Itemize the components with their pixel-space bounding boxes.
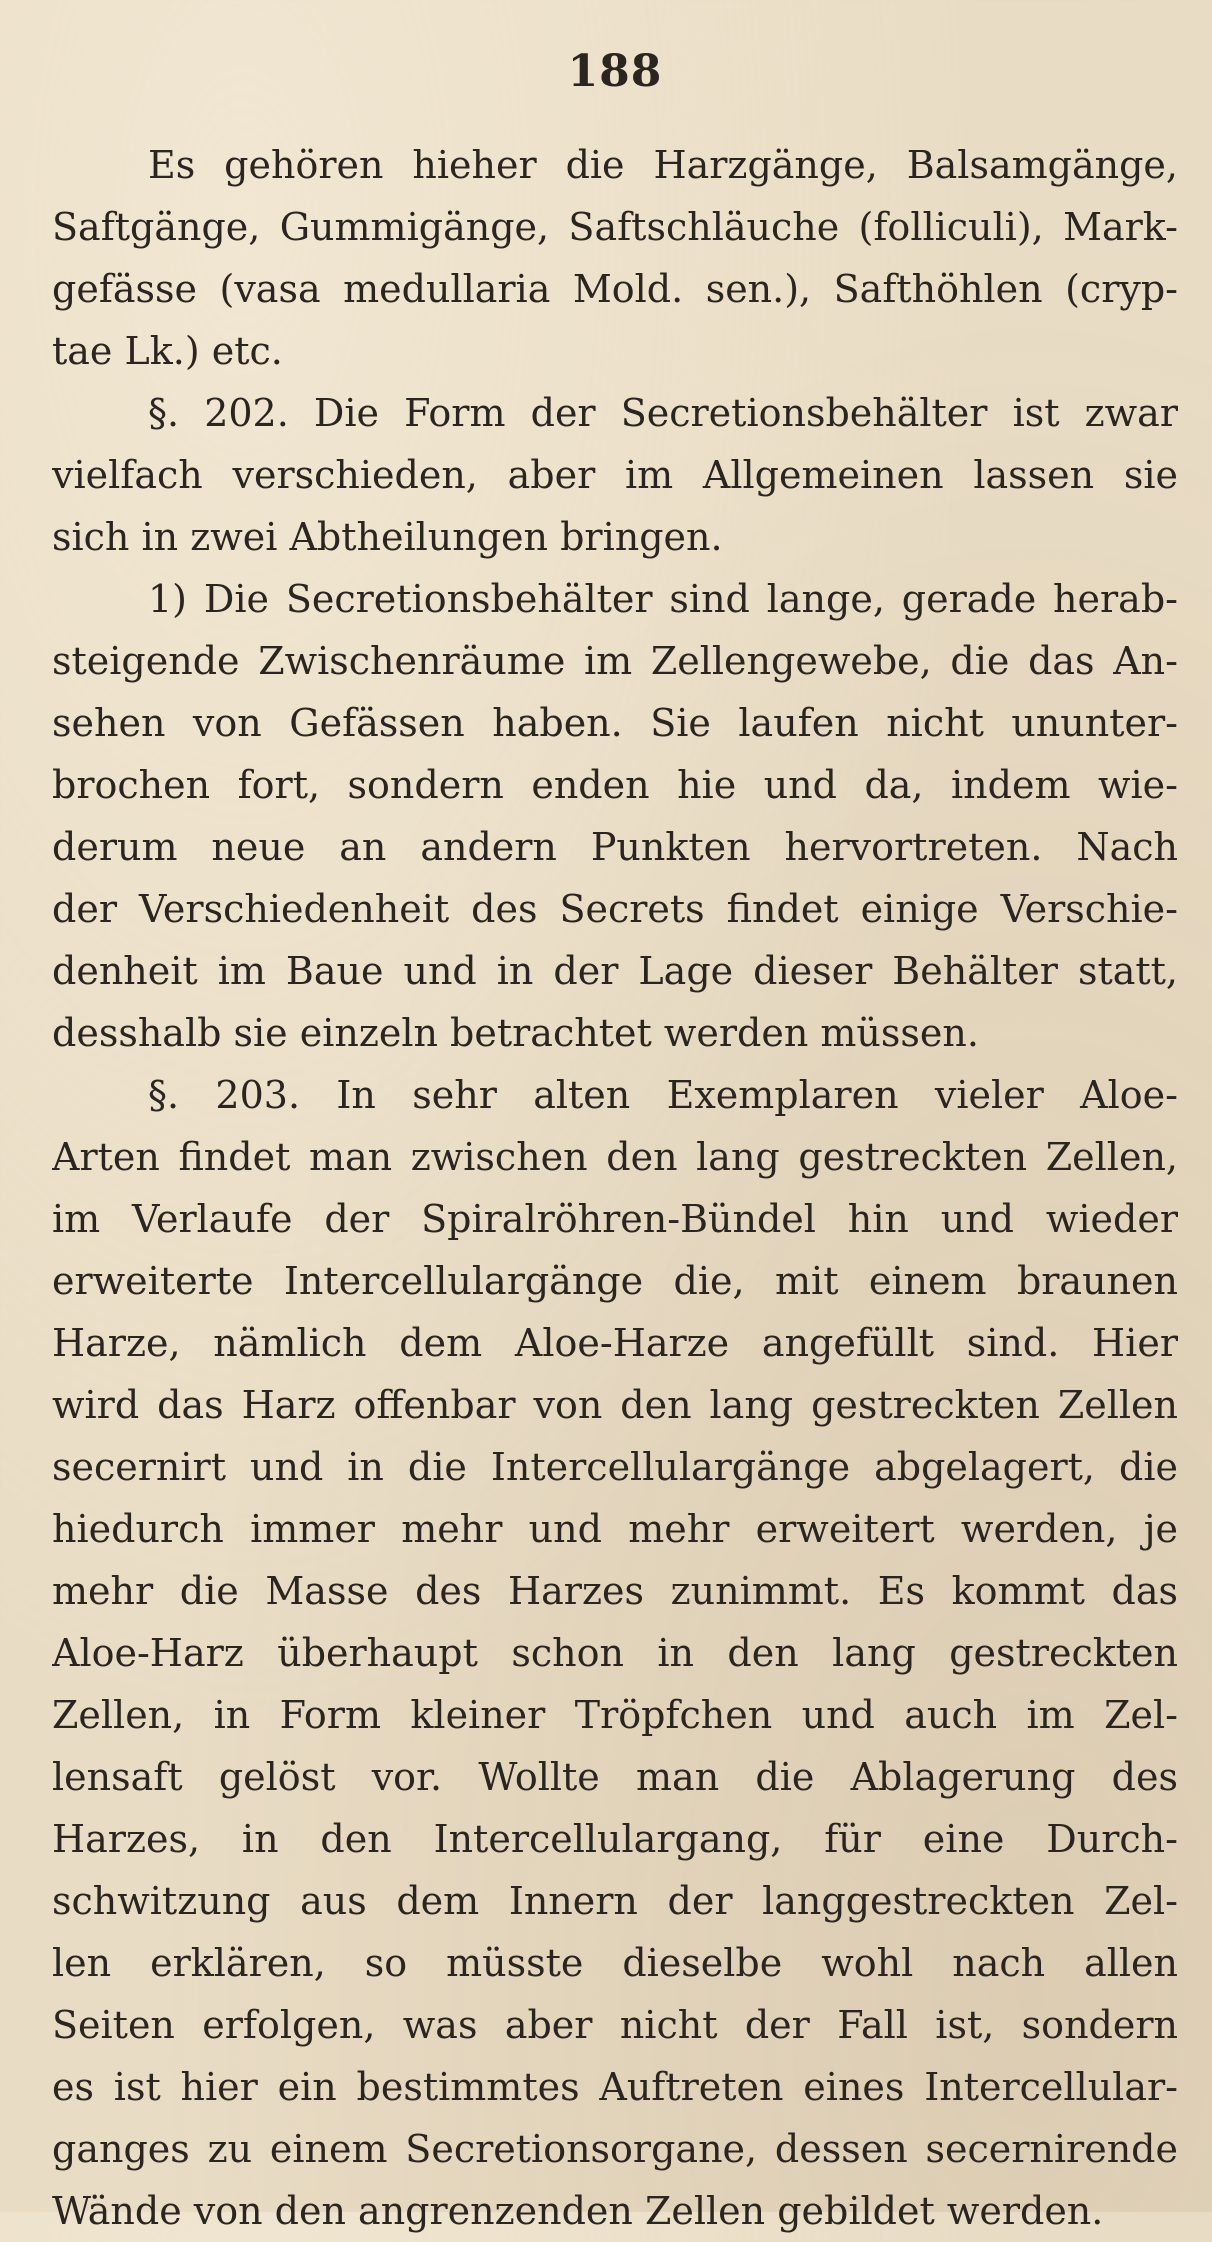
text-line: Arten findet man zwischen den lang gestreckten Zellen,: [52, 1135, 1178, 1179]
text-line: derum neue an andern Punkten hervortreten. Nach: [52, 825, 1178, 869]
text-line: mehr die Masse des Harzes zunimmt. Es kommt das: [52, 1569, 1178, 1613]
text-line: Wände von den angrenzenden Zellen gebildet werden.: [52, 2189, 1104, 2233]
text-line: brochen fort, sondern enden hie und da, indem wie-: [52, 763, 1178, 807]
paragraph-item-1: [52, 568, 1178, 1064]
text-line: hiedurch immer mehr und mehr erweitert werden, je: [52, 1507, 1178, 1551]
text-line: tae Lk.) etc.: [52, 329, 283, 373]
text-line: der Verschiedenheit des Secrets findet einige Verschie-: [52, 887, 1178, 931]
text-line: Aloe-Harz überhaupt schon in den lang gestreckten: [52, 1631, 1178, 1675]
text-line: desshalb sie einzeln betrachtet werden müssen.: [52, 1011, 979, 1055]
text-line: schwitzung aus dem Innern der langgestreckten Zel-: [52, 1879, 1178, 1923]
paragraph-section-202: [52, 382, 1178, 568]
text-line: steigende Zwischenräume im Zellengewebe, die das An-: [52, 639, 1178, 683]
text-line: Es gehören hieher die Harzgänge, Balsamgänge,: [148, 143, 1178, 187]
text-line: wird das Harz offenbar von den lang gestreckten Zellen: [52, 1383, 1178, 1427]
text-line: secernirt und in die Intercellulargänge abgelagert, die: [52, 1445, 1178, 1489]
text-line: 1) Die Secretionsbehälter sind lange, gerade herab-: [148, 577, 1178, 621]
text-line: Saftgänge, Gummigänge, Saftschläuche (folliculi), Mark-: [52, 205, 1178, 249]
text-line: Harzes, in den Intercellulargang, für eine Durch-: [52, 1817, 1178, 1861]
text-line: vielfach verschieden, aber im Allgemeinen lassen sie: [52, 453, 1178, 497]
paragraph-section-203: [52, 1064, 1178, 2242]
text-line: gefässe (vasa medullaria Mold. sen.), Safthöhlen (cryp-: [52, 267, 1178, 311]
text-line: §. 202. Die Form der Secretionsbehälter ist zwar: [148, 391, 1178, 435]
text-line: sehen von Gefässen haben. Sie laufen nicht ununter-: [52, 701, 1178, 745]
text-line: im Verlaufe der Spiralröhren-Bündel hin und wieder: [52, 1197, 1178, 1241]
body-text: [52, 134, 1178, 2242]
text-line: denheit im Baue und in der Lage dieser Behälter statt,: [52, 949, 1178, 993]
text-line: erweiterte Intercellulargänge die, mit einem braunen: [52, 1259, 1178, 1303]
text-line: sich in zwei Abtheilungen bringen.: [52, 515, 723, 559]
paragraph-list-continuation: [52, 134, 1178, 382]
text-line: §. 203. In sehr alten Exemplaren vieler Aloe-: [148, 1073, 1178, 1117]
text-line: Zellen, in Form kleiner Tröpfchen und auch im Zel-: [52, 1693, 1178, 1737]
text-line: Harze, nämlich dem Aloe-Harze angefüllt sind. Hier: [52, 1321, 1178, 1365]
text-line: ganges zu einem Secretionsorgane, dessen secernirende: [52, 2127, 1178, 2171]
text-line: Seiten erfolgen, was aber nicht der Fall ist, sondern: [52, 2003, 1178, 2047]
page-number: 188: [567, 46, 663, 97]
text-line: lensaft gelöst vor. Wollte man die Ablagerung des: [52, 1755, 1178, 1799]
text-line: es ist hier ein bestimmtes Auftreten eines Intercellular-: [52, 2065, 1178, 2109]
text-line: len erklären, so müsste dieselbe wohl nach allen: [52, 1941, 1178, 1985]
